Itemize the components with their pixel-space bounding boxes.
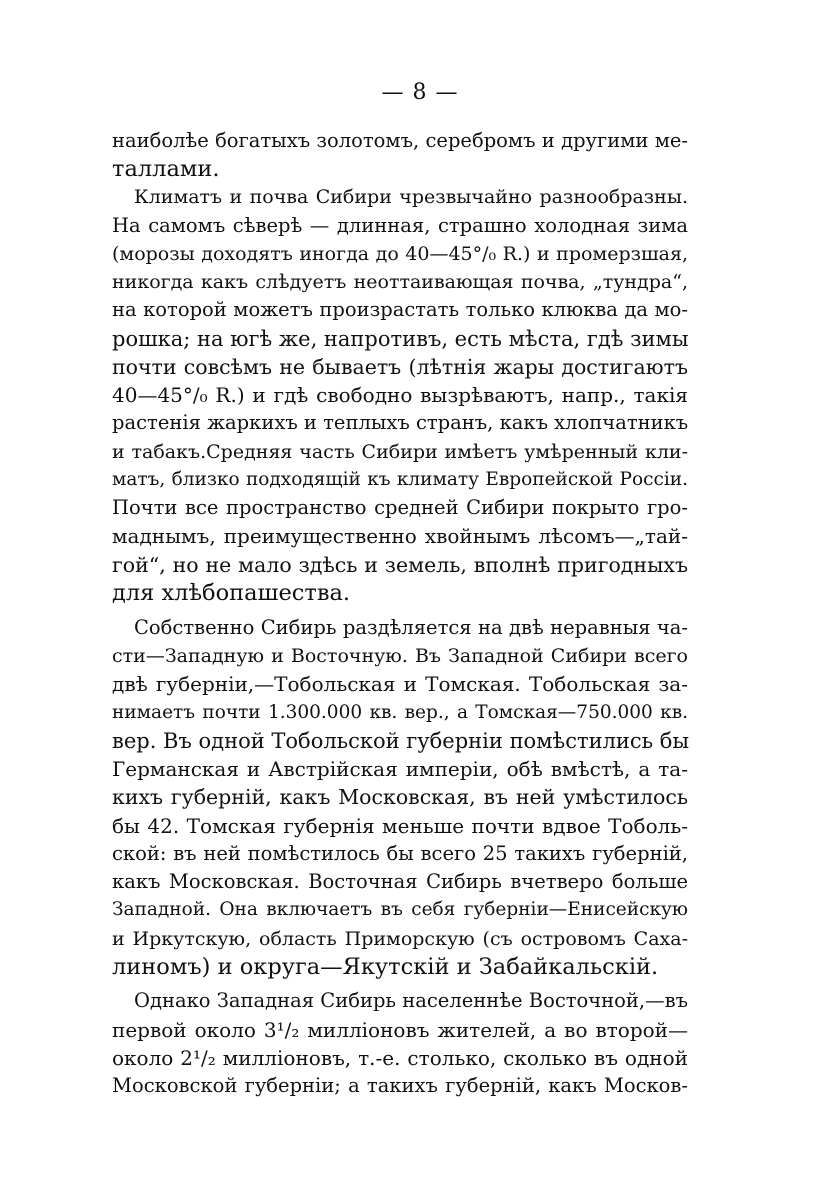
text-line: рошка; на югѣ же, напротивъ, есть мѣста, гдѣ зимы — [112, 327, 689, 351]
text-line: Климатъ и почва Сибири чрезвычайно разнообразны. — [134, 186, 688, 208]
text-line: Почти все пространство средней Сибири покрыто гро- — [112, 496, 688, 519]
text-line: таллами. — [112, 156, 220, 182]
text-line: на которой можетъ произрастать только клюква да мо- — [112, 298, 688, 321]
text-line: какъ Московская. Восточная Сибирь вчетверо больше — [112, 870, 688, 893]
text-line: На самомъ сѣверѣ — длинная, страшно холодная зима — [112, 214, 688, 237]
text-line: около 2¹/₂ милліоновъ, т.-е. столько, сколько въ одной — [112, 1046, 688, 1070]
text-line: первой около 3¹/₂ милліоновъ жителей, а во второй— — [112, 1018, 688, 1042]
text-line: растенія жаркихъ и теплыхъ странъ, какъ хлопчатникъ — [112, 411, 689, 434]
text-line: для хлѣбопашества. — [112, 580, 351, 606]
text-line: кихъ губерній, какъ Московская, въ ней умѣстилось — [112, 785, 688, 809]
text-line: 40—45°/₀ R.) и гдѣ свободно вызрѣваютъ, напр., такія — [112, 383, 688, 407]
text-line: бы 42. Томская губернія меньше почти вдвое Тоболь- — [112, 814, 688, 838]
page-number: — 8 — — [381, 80, 459, 105]
text-line: почти совсѣмъ не бываетъ (лѣтнія жары достигаютъ — [112, 355, 688, 379]
text-line: и Иркутскую, область Приморскую (съ островомъ Саха- — [112, 928, 688, 950]
text-line: гой“, но не мало здѣсь и земель, вполнѣ пригодныхъ — [112, 553, 688, 577]
text-line: маднымъ, преимущественно хвойнымъ лѣсомъ—„тай- — [112, 524, 688, 548]
text-line: матъ, близко подходящій къ климату Европейской Россіи. — [112, 469, 688, 490]
text-line: Собственно Сибирь раздѣляется на двѣ неравныя ча- — [134, 616, 688, 639]
text-line: (морозы доходятъ иногда до 40—45°/₀ R.) и промерзшая, — [112, 243, 688, 265]
text-line: Западной. Она включаетъ въ себя губерніи—Енисейскую — [112, 899, 688, 920]
text-line: двѣ губерніи,—Тобольская и Томская. Тобольская за- — [112, 672, 688, 696]
text-line: наиболѣе богатыхъ золотомъ, серебромъ и другими ме- — [112, 129, 688, 152]
text-line: линомъ) и округа—Якутскій и Забайкальскій. — [112, 954, 659, 980]
text-line: никогда какъ слѣдуетъ неоттаивающая почва, „тундра“, — [112, 271, 688, 293]
text-line: сти—Западную и Восточную. Въ Западной Сибири всего — [112, 645, 688, 667]
text-line: ской: въ ней помѣстилось бы всего 25 такихъ губерній, — [112, 842, 688, 865]
text-line: Однако Западная Сибирь населеннѣе Восточной,—въ — [134, 989, 688, 1012]
text-line: нимаетъ почти 1.300.000 кв. вер., а Томская—750.000 кв. — [112, 702, 688, 723]
text-line: и табакъ.Средняя часть Сибири имѣетъ умѣренный кли- — [112, 441, 688, 463]
text-line: вер. Въ одной Тобольской губерніи помѣстились бы — [112, 729, 690, 753]
text-line: Германская и Австрійская имперіи, обѣ вмѣстѣ, а та- — [112, 757, 688, 781]
text-line: Московской губерніи; а такихъ губерній, какъ Москов- — [112, 1074, 688, 1097]
